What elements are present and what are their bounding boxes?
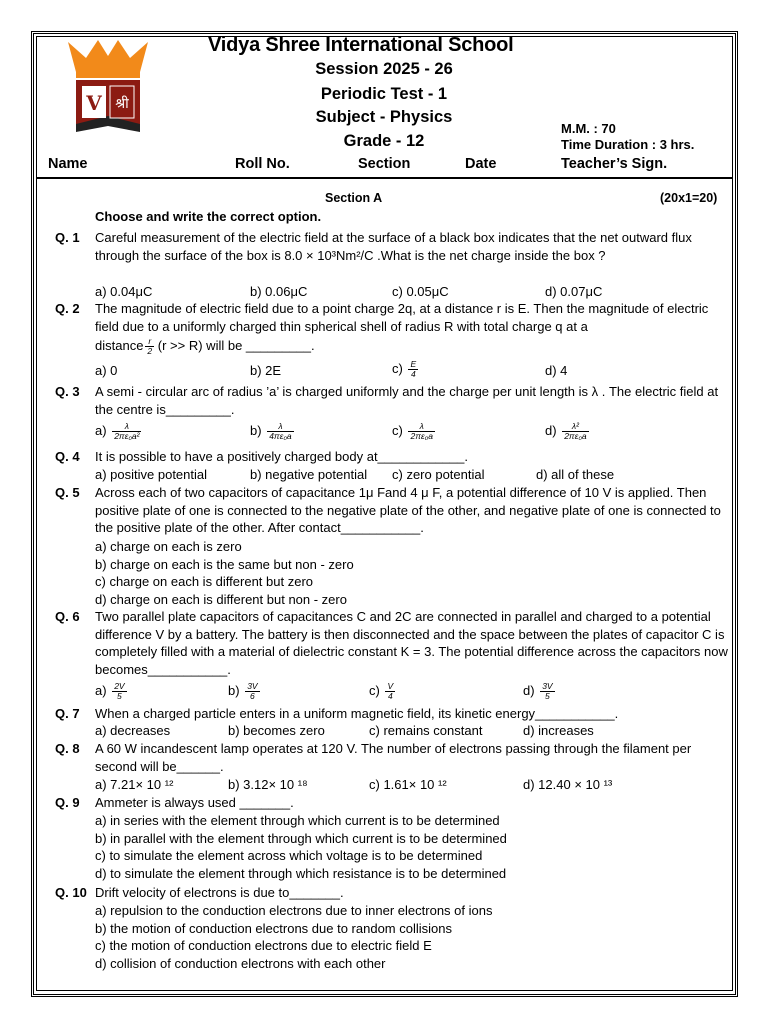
question-number: Q. 6 bbox=[55, 609, 80, 624]
option: b) 0.06μC bbox=[250, 284, 308, 299]
question-number: Q. 8 bbox=[55, 741, 80, 756]
option: a) 0.04μC bbox=[95, 284, 153, 299]
field-section: Section bbox=[358, 156, 411, 172]
option: a) 0 bbox=[95, 363, 118, 378]
option: c) 1.61× 10 ¹² bbox=[369, 777, 447, 792]
option: c) to simulate the element across which voltage is to be determined bbox=[95, 848, 483, 864]
option: b) charge on each is the same but non - zero bbox=[95, 556, 354, 572]
option: d) 12.40 × 10 ¹³ bbox=[523, 777, 613, 792]
option: c) the motion of conduction electrons due to electric field E bbox=[95, 938, 432, 954]
question-text: Careful measurement of the electric field at the surface of a black box indicates that the net outward flux through the surface of the box is 8.0 × 10³Nm²/C .What is the net charge inside the box ? bbox=[95, 230, 692, 263]
option: a) decreases bbox=[95, 723, 171, 738]
option-list bbox=[95, 538, 354, 608]
question-text: Two parallel plate capacitors of capacitances C and 2C are connected in parallel and charged to a potential difference V by a battery. The battery is then disconnected and the space between the plates of capacitor C is completely filled with a material of dielectric constant K = 3. The potential difference across the capacitors now becomes___________. bbox=[95, 609, 728, 677]
question-number: Q. 1 bbox=[55, 230, 80, 245]
session-line: Session 2025 - 26 bbox=[315, 60, 453, 78]
option: a) repulsion to the conduction electrons due to inner electrons of ions bbox=[95, 903, 493, 918]
time-duration: Time Duration : 3 hrs. bbox=[561, 137, 695, 152]
option: c) $\frac{E}{4}$ bbox=[392, 359, 417, 380]
max-marks: M.M. : 70 bbox=[561, 121, 616, 136]
option: d) $\frac{3V}{5}$ bbox=[523, 681, 553, 702]
option: d) 0.07μC bbox=[545, 284, 603, 299]
question-number: Q. 3 bbox=[55, 384, 80, 399]
option-list bbox=[95, 812, 507, 882]
question-text: A semi - circular arc of radius ’a’ is charged uniformly and the charge per unit length is λ . The electric field at the centre is_________. bbox=[95, 384, 719, 417]
option: c) $\frac{\lambda}{\text{2πε₀a}}$ bbox=[392, 421, 433, 442]
header-divider bbox=[37, 177, 733, 179]
question-number: Q. 10 bbox=[55, 885, 87, 900]
question-number: Q. 9 bbox=[55, 795, 80, 810]
question-number: Q. 7 bbox=[55, 706, 80, 721]
section-marks: (20x1=20) bbox=[660, 191, 718, 205]
option: b) the motion of conduction electrons due to random collisions bbox=[95, 920, 452, 936]
option: a) positive potential bbox=[95, 467, 208, 482]
option: b) negative potential bbox=[250, 467, 368, 482]
option: a) $\frac{\lambda}{\text{2πε₀a²}}$ bbox=[95, 421, 140, 442]
question-number: Q. 2 bbox=[55, 301, 80, 316]
option: b) $\frac{\lambda}{\text{4πε₀a}}$ bbox=[250, 421, 292, 442]
option: a) $\frac{2V}{5}$ bbox=[95, 681, 125, 702]
option: b) $\frac{3V}{6}$ bbox=[228, 681, 258, 702]
question-text-end: distance $\frac{r}{2}$ (r >> R) will be _________. bbox=[95, 336, 315, 357]
grade-line: Grade - 12 bbox=[343, 132, 425, 150]
field-name: Name bbox=[48, 156, 88, 172]
question-text: The magnitude of electric field due to a point charge 2q, at a distance r is E. Then the magnitude of electric field due to a uniformly charged thin spherical shell of radius R with total charge q at a bbox=[95, 301, 709, 334]
option: d) 4 bbox=[545, 363, 568, 378]
option-list bbox=[95, 902, 492, 972]
option: b) in parallel with the element through which current is to be determined bbox=[95, 830, 507, 846]
question-text: When a charged particle enters in a uniform magnetic field, its kinetic energy___________. bbox=[95, 706, 619, 721]
question-text: Drift velocity of electrons is due to_______. bbox=[95, 885, 344, 900]
field-date: Date bbox=[465, 156, 497, 172]
option: d) all of these bbox=[536, 467, 615, 482]
option: a) in series with the element through which current is to be determined bbox=[95, 813, 500, 828]
instruction: Choose and write the correct option. bbox=[95, 209, 322, 224]
option: d) charge on each is different but non - zero bbox=[95, 591, 347, 607]
field-teacher-sign: Teacher’s Sign. bbox=[561, 156, 668, 172]
option: b) becomes zero bbox=[228, 723, 325, 738]
option: d) to simulate the element through which resistance is to be determined bbox=[95, 865, 507, 881]
option: a) 7.21× 10 ¹² bbox=[95, 777, 174, 792]
option: a) charge on each is zero bbox=[95, 539, 242, 554]
option: c) $\frac{V}{4}$ bbox=[369, 681, 394, 702]
option: b) 2E bbox=[250, 363, 282, 378]
option: d) collision of conduction electrons with each other bbox=[95, 955, 386, 971]
option: b) 3.12× 10 ¹⁸ bbox=[228, 777, 308, 792]
question-text: Ammeter is always used _______. bbox=[95, 795, 294, 810]
option: c) 0.05μC bbox=[392, 284, 449, 299]
option: d) increases bbox=[523, 723, 594, 738]
question-number: Q. 5 bbox=[55, 485, 80, 500]
section-title: Section A bbox=[325, 191, 383, 205]
question-number: Q. 4 bbox=[55, 449, 80, 464]
test-line: Periodic Test - 1 bbox=[320, 85, 448, 103]
option: d) $\frac{\text{λ²}}{\text{2πε₀a}}$ bbox=[545, 421, 587, 442]
option: c) zero potential bbox=[392, 467, 485, 482]
question-text: A 60 W incandescent lamp operates at 120 V. The number of electrons passing through the filament per second will be______. bbox=[95, 741, 692, 774]
svg-text:श्री: श्री bbox=[115, 96, 129, 112]
question-text: It is possible to have a positively charged body at____________. bbox=[95, 449, 468, 464]
svg-text:V: V bbox=[86, 91, 102, 115]
subject-line: Subject - Physics bbox=[315, 108, 453, 126]
option: c) charge on each is different but zero bbox=[95, 574, 313, 590]
option: c) remains constant bbox=[369, 723, 483, 738]
field-roll-no: Roll No. bbox=[235, 156, 290, 172]
question-text: Across each of two capacitors of capacitance 1μ Fand 4 μ F, a potential difference of 10 V is applied. Then positive plate of one is connected to the negative plate of the other, and negative plate of one is connected to the positive plate of the other. After contact___________. bbox=[95, 485, 721, 535]
school-name: Vidya Shree International School bbox=[208, 34, 514, 56]
